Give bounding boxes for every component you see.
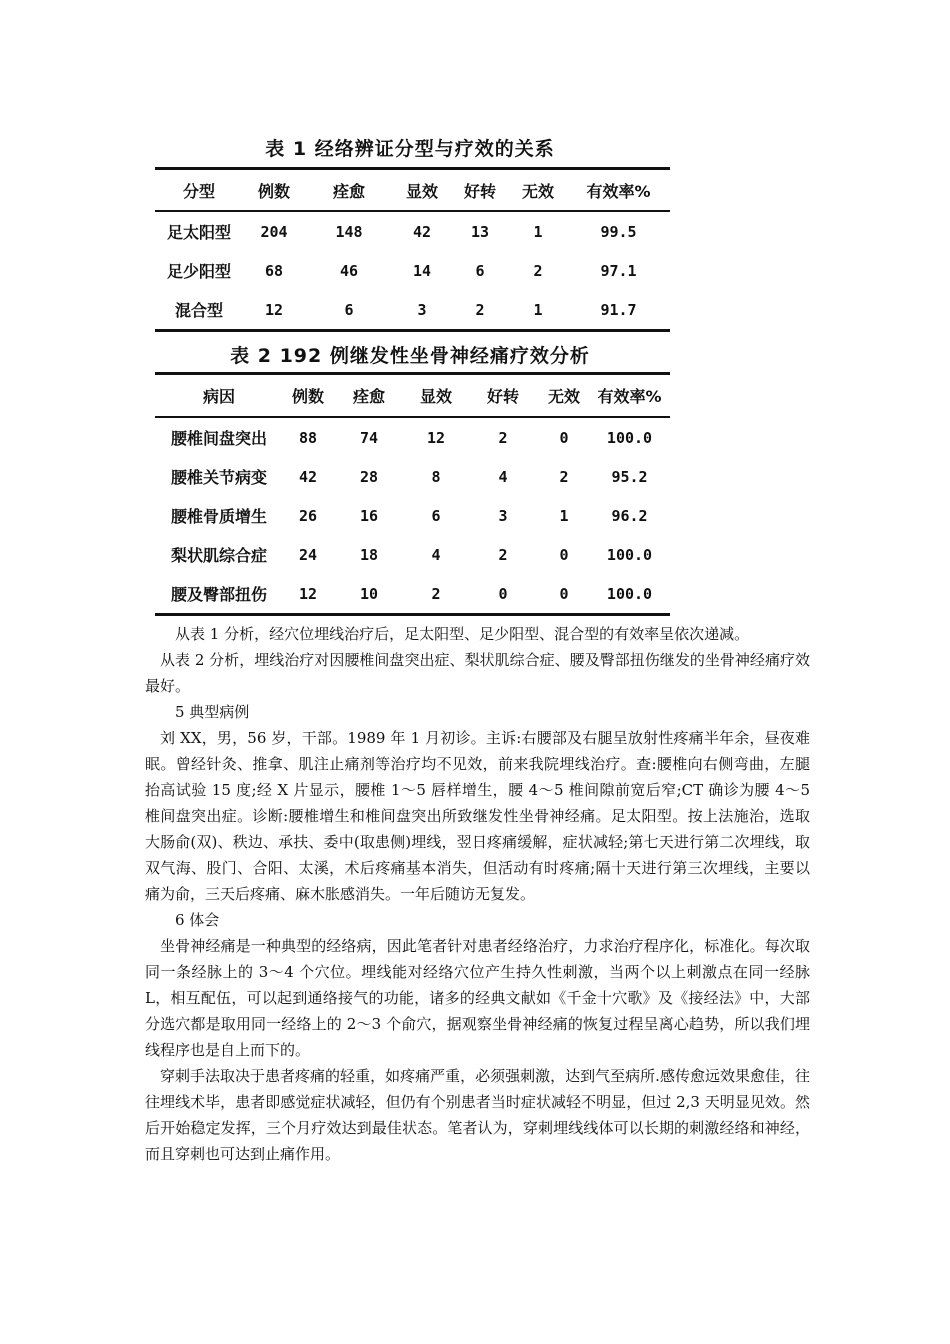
table-cell: 梨状肌综合症 <box>170 546 267 565</box>
table-cell: 腰及臀部扭伤 <box>170 585 267 604</box>
paragraph: 从表 2 分析，埋线治疗对因腰椎间盘突出症、梨状肌综合症、腰及臀部扭伤继发的坐骨神经痛疗效最好。 <box>145 651 810 695</box>
table-cell: 0 <box>559 545 569 564</box>
table2-header: 病因 <box>155 374 283 418</box>
table2-header: 好转 <box>467 374 539 418</box>
table-cell: 2 <box>559 467 569 486</box>
table1-header-row <box>155 169 670 212</box>
table-cell: 12 <box>298 584 318 603</box>
table-cell: 97.1 <box>600 261 637 280</box>
section-heading: 5 典型病例 <box>175 703 250 721</box>
table2 <box>155 372 670 616</box>
table-cell: 2 <box>431 584 441 603</box>
table-cell: 1 <box>559 506 569 525</box>
table-cell: 46 <box>339 261 359 280</box>
table1-header: 有效率% <box>567 169 670 212</box>
table-cell: 95.2 <box>611 467 648 486</box>
table-cell: 24 <box>298 545 318 564</box>
table-cell: 2 <box>498 428 508 447</box>
table2-title: 表 2 192 例继发性坐骨神经痛疗效分析 <box>230 345 590 367</box>
table-cell: 0 <box>498 584 508 603</box>
table-cell: 16 <box>359 506 379 525</box>
table2-header: 例数 <box>283 374 333 418</box>
body-text <box>145 621 810 1167</box>
table-cell: 42 <box>298 467 318 486</box>
table-cell: 74 <box>359 428 379 447</box>
table-row <box>155 211 670 251</box>
table-cell: 0 <box>559 428 569 447</box>
table2-header: 痊愈 <box>333 374 405 418</box>
table-cell: 42 <box>412 222 432 241</box>
table-cell: 28 <box>359 467 379 486</box>
table-cell: 100.0 <box>606 545 653 564</box>
table-cell: 腰椎骨质增生 <box>170 507 267 526</box>
table1-header: 例数 <box>243 169 305 212</box>
table1-header: 分型 <box>155 169 243 212</box>
table-cell: 2 <box>475 300 485 319</box>
table-cell: 8 <box>431 467 441 486</box>
table-cell: 12 <box>264 300 284 319</box>
table-cell: 腰椎间盘突出 <box>170 429 267 448</box>
table-row <box>155 251 670 290</box>
table-cell: 204 <box>260 222 288 241</box>
table2-header: 无效 <box>539 374 589 418</box>
table-cell: 0 <box>559 584 569 603</box>
table-cell: 3 <box>498 506 508 525</box>
table-cell: 100.0 <box>606 584 653 603</box>
table-cell: 6 <box>475 261 485 280</box>
table-cell: 6 <box>344 300 354 319</box>
table-cell: 26 <box>298 506 318 525</box>
table-cell: 2 <box>533 261 543 280</box>
table-cell: 3 <box>417 300 427 319</box>
table-cell: 4 <box>498 467 508 486</box>
table1-title: 表 1 经络辨证分型与疗效的关系 <box>265 138 555 160</box>
table-cell: 1 <box>533 222 543 241</box>
table-cell: 1 <box>533 300 543 319</box>
paragraph: 穿刺手法取决于患者疼痛的轻重，如疼痛严重，必须强刺激，达到气至病所.感传愈远效果愈佳，往往埋线术毕，患者即感觉症状减轻，但仍有个别患者当时症状减轻不明显，但过 2,3 天明显见效。然后开始稳定发挥，三个月疗效达到最佳状态。笔者认为，穿刺埋线线体可以长期的刺激经络和神经，而且穿刺也可达到止痛作用。 <box>145 1067 810 1163</box>
table2-header-row <box>155 374 670 418</box>
table1-header: 显效 <box>393 169 451 212</box>
table-cell: 足太阳型 <box>166 223 231 242</box>
table-cell: 2 <box>498 545 508 564</box>
table-cell: 148 <box>335 222 363 241</box>
table-row <box>155 290 670 331</box>
table1-header: 无效 <box>509 169 567 212</box>
paragraph: 刘 XX，男，56 岁，干部。1989 年 1 月初诊。主诉:右腰部及右腿呈放射性疼痛半年余，昼夜难眠。曾经针灸、推拿、肌注止痛剂等治疗均不见效，前来我院埋线治疗。查:腰椎向右侧弯曲，左腿抬高试验 15 度;经 X 片显示，腰椎 1～5 唇样增生，腰 4～5 椎间隙前宽后窄;CT 确诊为腰 4～5 椎间盘突出症。诊断:腰椎增生和椎间盘突出所致继发性坐骨神经痛。足太阳型。按上法施治，选取大肠俞(双)、秩边、承扶、委中(取患侧)埋线，翌日疼痛缓解，症状减轻;第七天进行第二次埋线，取双气海、股门、合阳、太溪，术后疼痛基本消失，但活动有时疼痛;隔十天进行第三次埋线，主要以痛为俞，三天后疼痛、麻木胀感消失。一年后随访无复发。 <box>145 729 810 903</box>
table-row <box>155 574 670 615</box>
table-row <box>155 417 670 457</box>
table1 <box>155 167 670 332</box>
table1-header: 痊愈 <box>305 169 393 212</box>
table-row <box>155 496 670 535</box>
table-row <box>155 457 670 496</box>
table-cell: 6 <box>431 506 441 525</box>
paragraph: 坐骨神经痛是一种典型的经络病，因此笔者针对患者经络治疗，力求治疗程序化，标准化。每次取同一条经脉上的 3～4 个穴位。埋线能对经络穴位产生持久性刺激，当两个以上刺激点在同一经脉 L，相互配伍，可以起到通络接气的功能，诸多的经典文献如《千金十穴歌》及《接经法》中，大部分选穴都是取用同一经络上的 2～3 个俞穴，据观察坐骨神经痛的恢复过程呈离心趋势，所以我们埋线程序也是自上而下的。 <box>145 937 810 1059</box>
table-cell: 腰椎关节病变 <box>170 468 267 487</box>
table2-header: 显效 <box>405 374 467 418</box>
table-cell: 12 <box>426 428 446 447</box>
table2-header: 有效率% <box>589 374 670 418</box>
table-cell: 68 <box>264 261 284 280</box>
table-cell: 18 <box>359 545 379 564</box>
table-cell: 100.0 <box>606 428 653 447</box>
table-row <box>155 535 670 574</box>
paragraph: 从表 1 分析，经穴位埋线治疗后，足太阳型、足少阳型、混合型的有效率呈依次递减。 <box>175 625 750 643</box>
table1-header: 好转 <box>451 169 509 212</box>
table-cell: 99.5 <box>600 222 637 241</box>
table-cell: 14 <box>412 261 432 280</box>
section-heading: 6 体会 <box>175 911 220 929</box>
table-cell: 88 <box>298 428 318 447</box>
table-cell: 13 <box>470 222 490 241</box>
table-cell: 混合型 <box>174 301 223 320</box>
table-cell: 4 <box>431 545 441 564</box>
table-cell: 96.2 <box>611 506 648 525</box>
table-cell: 足少阳型 <box>166 262 231 281</box>
table-cell: 91.7 <box>600 300 637 319</box>
table-cell: 10 <box>359 584 379 603</box>
